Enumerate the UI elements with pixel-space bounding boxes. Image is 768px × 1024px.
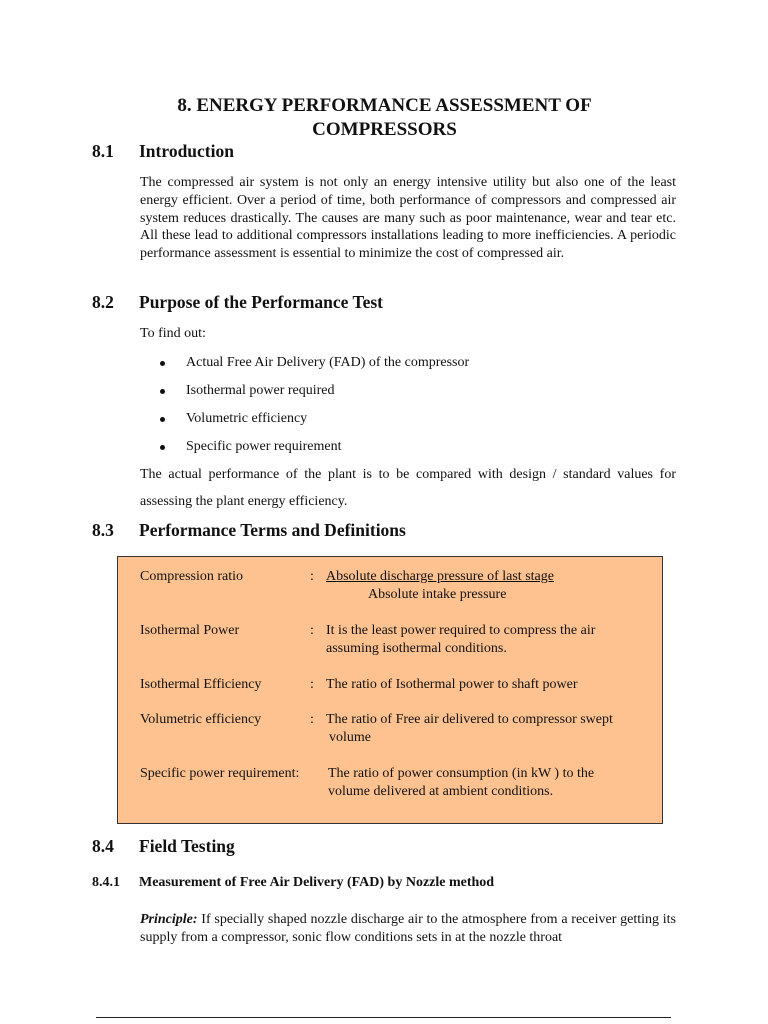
definition-text (326, 568, 656, 604)
section-title: Purpose of the Performance Test (139, 292, 383, 312)
definition-term: Compression ratio (140, 569, 244, 584)
subsection-title: Measurement of Free Air Delivery (FAD) by Nozzle method (139, 875, 495, 890)
definition-term: Isothermal Efficiency (140, 677, 262, 692)
definition-colon: : (310, 569, 314, 584)
list-item-text: Actual Free Air Delivery (FAD) of the compressor (186, 355, 470, 370)
list-item-text: Specific power requirement (186, 439, 342, 454)
definition-line: volume delivered at ambient conditions. (328, 784, 554, 799)
section-title: Introduction (139, 141, 234, 161)
principle-paragraph (140, 911, 676, 947)
section-title: Performance Terms and Definitions (139, 520, 406, 540)
subsection-number: 8.4.1 (92, 875, 120, 890)
definition-text: The ratio of Isothermal power to shaft power (326, 677, 578, 692)
list-item-text: Isothermal power required (186, 383, 335, 398)
bullet-icon (160, 389, 165, 394)
definition-colon: : (310, 623, 314, 638)
section-heading-introduction (92, 141, 234, 161)
chapter-title (92, 94, 677, 142)
fraction-numerator: Absolute discharge pressure of last stage (326, 569, 554, 584)
definition-term: Volumetric efficiency (140, 712, 262, 727)
chapter-title-line1: 8. ENERGY PERFORMANCE ASSESSMENT OF (177, 95, 592, 116)
bullet-icon (160, 361, 165, 366)
footer-divider (96, 1017, 671, 1018)
definition-line: volume (329, 730, 371, 745)
definition-colon: : (310, 712, 314, 727)
fraction-denominator: Absolute intake pressure (368, 587, 507, 602)
section-number: 8.1 (92, 141, 114, 161)
section-heading-field-testing (92, 836, 235, 856)
section-number: 8.3 (92, 520, 114, 540)
subsection-heading-fad (92, 874, 494, 892)
section-heading-terms (92, 520, 406, 540)
chapter-title-line2: COMPRESSORS (312, 119, 457, 140)
section-heading-purpose (92, 292, 383, 312)
bullet-icon (160, 417, 165, 422)
definitions-box (117, 556, 663, 824)
list-item (160, 354, 469, 382)
list-item (160, 410, 469, 438)
section-number: 8.2 (92, 292, 114, 312)
principle-text: If specially shaped nozzle discharge air to the atmosphere from a receiver getting its supply from a compressor, sonic flow conditions sets in at the nozzle throat (140, 912, 676, 945)
definition-line: assuming isothermal conditions. (326, 641, 507, 656)
definition-text (326, 711, 656, 747)
purpose-lead: To find out: (140, 326, 206, 341)
purpose-closing-paragraph: The actual performance of the plant is to be compared with design / standard values for assessing the plant energy efficiency. (140, 467, 676, 509)
section-title: Field Testing (139, 836, 235, 856)
definition-line: It is the least power required to compress the air (326, 623, 596, 638)
list-item (160, 382, 469, 410)
bullet-icon (160, 445, 165, 450)
definition-line: The ratio of power consumption (in kW ) to the (328, 766, 595, 781)
definition-text (326, 622, 656, 658)
definition-colon: : (310, 677, 314, 692)
intro-paragraph: The compressed air system is not only an energy intensive utility but also one of the least energy efficient. Over a period of time, both performance of compressors and compressed air system reduces drastically. The causes are many such as poor maintenance, wear and tear etc. All these lead to additional compressors installations leading to more inefficiencies. A periodic performance assessment is essential to minimize the cost of compressed air. (140, 175, 676, 262)
purpose-bullet-list (160, 354, 469, 466)
principle-label: Principle: (140, 912, 198, 927)
section-number: 8.4 (92, 836, 114, 856)
definition-term: Specific power requirement: (140, 766, 300, 781)
definition-term: Isothermal Power (140, 623, 240, 638)
list-item-text: Volumetric efficiency (186, 411, 308, 426)
definition-line: The ratio of Free air delivered to compressor swept (326, 712, 613, 727)
definition-text (328, 765, 658, 801)
